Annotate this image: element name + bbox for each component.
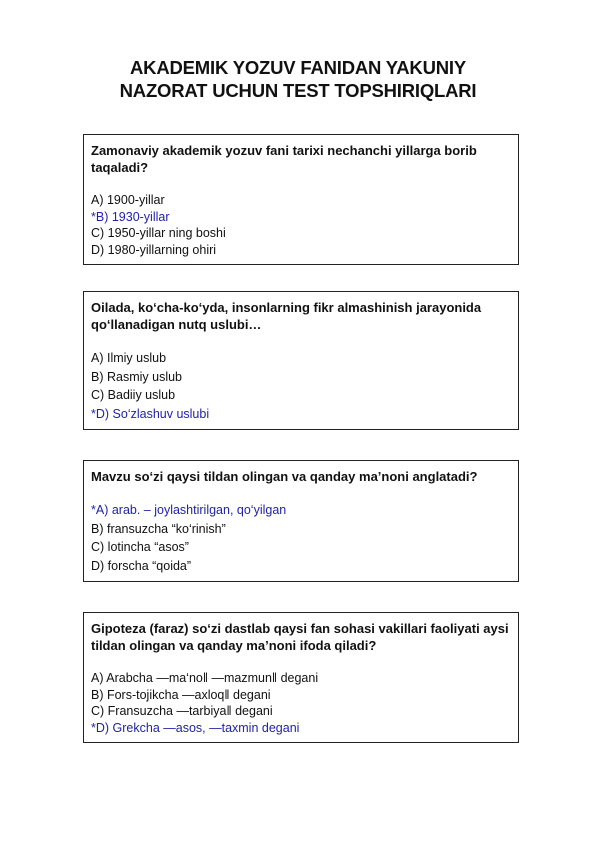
answer-option-a: A) Arabcha ―ma‘noǁ ―mazmunǁ degani xyxy=(91,671,319,685)
answer-option-d-correct: *D) So‘zlashuv uslubi xyxy=(91,406,210,421)
answer-option-a-correct: *A) arab. – joylashtirilgan, qo‘yilgan xyxy=(91,503,287,517)
page-title xyxy=(0,56,596,102)
question-box-1 xyxy=(83,134,519,265)
answer-option-a: A) 1900-yillar xyxy=(91,193,165,207)
title-line-1: AKADEMIK YOZUV FANIDAN YAKUNIY xyxy=(130,57,466,78)
answer-option-b-correct: *B) 1930-yillar xyxy=(91,209,170,224)
title-line-2: NAZORAT UCHUN TEST TOPSHIRIQLARI xyxy=(119,80,477,101)
answer-option-c: C) Fransuzcha ―tarbiyaǁ degani xyxy=(91,704,273,718)
answer-option-d-correct: *D) Grekcha ―asos, ―taxmin degani xyxy=(91,720,300,735)
question-box-2 xyxy=(83,291,519,430)
answer-option-d: D) 1980-yillarning ohiri xyxy=(91,242,217,257)
question-text: Mavzu so‘zi qaysi tildan olingan va qanday ma’noni anglatadi? xyxy=(91,469,478,484)
question-box-3 xyxy=(83,460,519,582)
answer-option-b: B) Rasmiy uslub xyxy=(91,369,182,384)
answer-option-d: D) forscha “qoida” xyxy=(91,558,192,573)
answer-option-b: B) fransuzcha “ko‘rinish” xyxy=(91,521,226,536)
question-box-4 xyxy=(83,612,519,743)
answer-option-a: A) Ilmiy uslub xyxy=(91,351,167,365)
question-text: Oilada, ko‘cha-ko‘yda, insonlarning fikr almashinish jarayonida qo‘llanadigan nutq uslubi… xyxy=(91,300,482,332)
answer-option-c: C) Badiiy uslub xyxy=(91,388,176,402)
answer-option-b: B) Fors-tojikcha ―axloqǁ degani xyxy=(91,687,271,702)
question-text: Gipoteza (faraz) so‘zi dastlab qaysi fan sohasi vakillari faoliyati aysi tildan olingan va qanday ma’noni ifoda qiladi? xyxy=(91,621,509,653)
question-text: Zamonaviy akademik yozuv fani tarixi nechanchi yillarga borib taqaladi? xyxy=(91,143,477,175)
answer-option-c: C) 1950-yillar ning boshi xyxy=(91,226,226,240)
answer-option-c: C) lotincha “asos” xyxy=(91,540,189,554)
